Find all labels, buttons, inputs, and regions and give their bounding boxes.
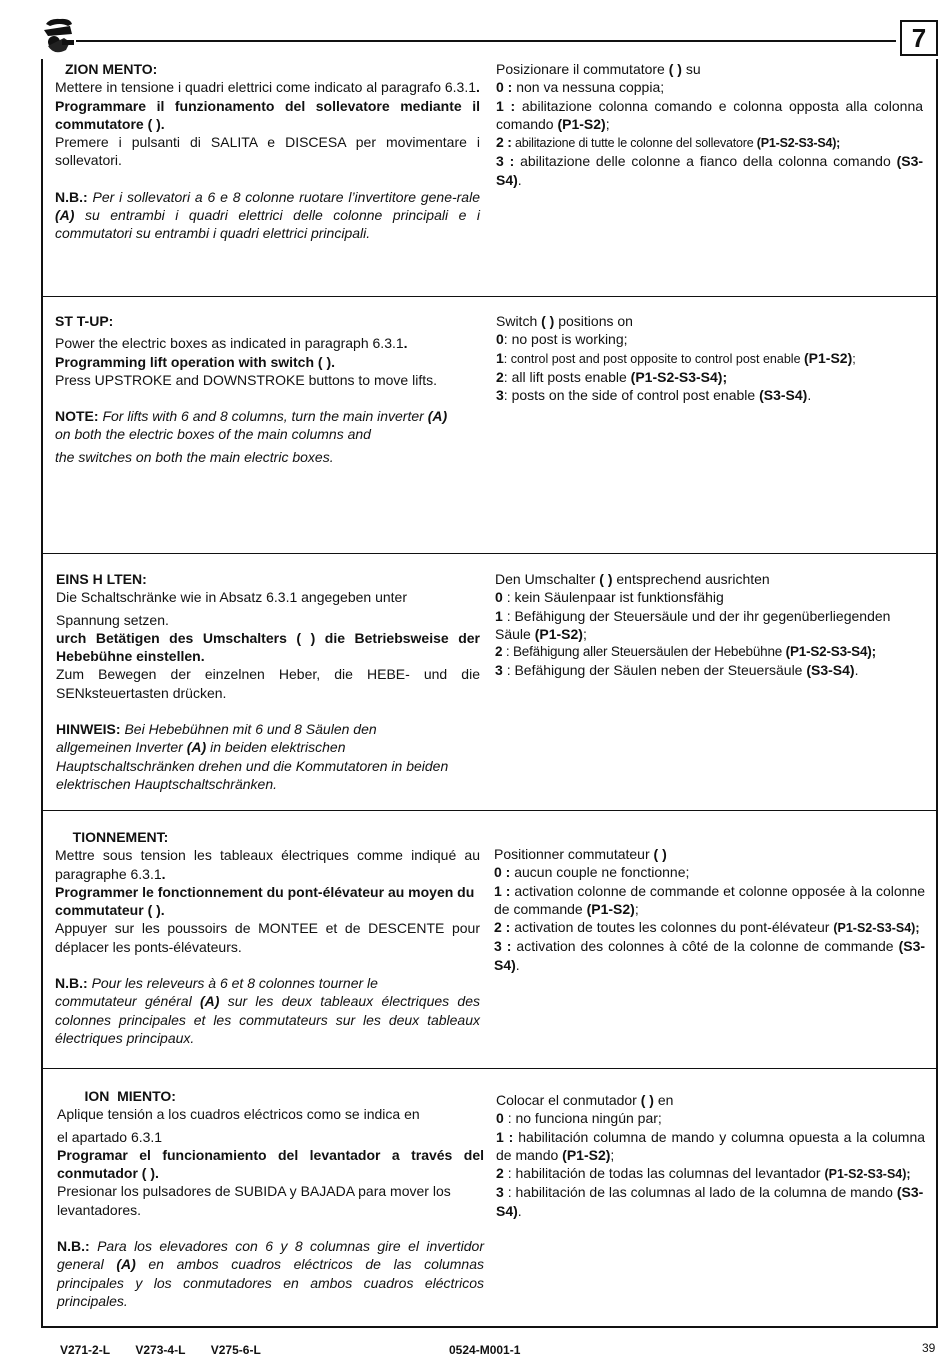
page-number-box [900, 20, 938, 56]
section-de-right [495, 570, 927, 680]
switch-intro: Switch ( ) positions on [496, 313, 633, 329]
instruction-text: Power the electric boxes as indicated in paragraph 6.3.1. [55, 335, 408, 352]
instruction-bold: Programar el funcionamiento del levantador a través del conmutador ( ). [57, 1146, 484, 1182]
switch-option: 2 : habilitación de todas las columnas del levantador (P1-S2-S3-S4); [496, 1165, 911, 1182]
switch-option: 3 : abilitazione delle colonne a fianco della colonna comando (S3-S4). [496, 153, 924, 188]
model-code: V275-6-L [210, 1343, 261, 1357]
section-es-right [496, 1091, 925, 1220]
footer-page-number: 39 [922, 1341, 936, 1355]
instruction-text: Spannung setzen. [56, 611, 169, 628]
switch-option: 3: posts on the side of control post enable (S3-S4). [496, 387, 812, 404]
switch-option: 1 : abilitazione colonna comando e colonna opposta alla colonna comando (P1-S2); [496, 97, 924, 132]
note-text: N.B.: Per i sollevatori a 6 e 8 colonne ruotare l’invertitore gene-rale (A) su entrambi i quadri elettrici delle colonne principali e i commutatori su entrambi i quadri elettrici principali. [55, 188, 481, 242]
switch-option: 0 : aucun couple ne fonctionne; [494, 864, 690, 881]
section-heading: ION MIENTO: [65, 1088, 176, 1104]
switch-option: 0 : no funciona ningún par; [496, 1110, 662, 1127]
instruction-text: Die Schaltschränke wie in Absatz 6.3.1 angegeben unter [56, 589, 408, 606]
section-de-left [56, 570, 480, 793]
section-es-left [57, 1087, 484, 1310]
switch-option: 3 : Befähigung der Säulen neben der Steuersäule (S3-S4). [495, 662, 859, 679]
instruction-text: Appuyer sur les poussoirs de MONTEE et de DESCENTE pour déplacer les ponts-élévateurs. [55, 920, 480, 955]
header-rule [76, 40, 896, 42]
section-en-right [496, 312, 926, 404]
section-it-left [55, 60, 480, 243]
switch-option: 3 : activation des colonnes à côté de la colonne de commande (S3-S4). [494, 938, 926, 973]
section-heading: ST T-UP: [55, 313, 114, 329]
instruction-text: Zum Bewegen der einzelnen Heber, die HEBE- und die SENksteuertasten drücken. [56, 666, 480, 701]
instruction-text: Premere i pulsanti di SALITA e DISCESA per movimentare i sollevatori. [55, 134, 480, 169]
section-fr-right [494, 845, 925, 974]
instruction-text: Aplique tensión a los cuadros eléctricos como se indica en [57, 1106, 420, 1123]
switch-intro: Posizionare il commutatore ( ) su [496, 61, 701, 77]
section-heading: EINS H LTEN: [56, 571, 147, 587]
switch-option: 2 : abilitazione di tutte le colonne del sollevatore (P1-S2-S3-S4); [496, 134, 841, 151]
section-heading: TIONNEMENT: [61, 829, 169, 845]
page-number: 7 [911, 23, 927, 53]
note-text: the switches on both the main electric boxes. [55, 448, 334, 465]
section-it-right [496, 60, 923, 189]
footer-models [60, 1343, 283, 1357]
model-code: V271-2-L [60, 1343, 111, 1357]
switch-option: 1: control post and post opposite to control post enable (P1-S2); [496, 349, 856, 366]
switch-option: 0 : non va nessuna coppia; [496, 79, 665, 96]
switch-option: 0 : kein Säulenpaar ist funktionsfähig [495, 589, 724, 606]
section-heading: ZION MENTO: [65, 61, 158, 77]
instruction-text: Presionar los pulsadores de SUBIDA y BAJADA para mover los levantadores. [57, 1183, 451, 1218]
instruction-bold: Programmer le fonctionnement du pont-élévateur au moyen du commutateur ( ). [55, 883, 475, 919]
mechanic-head-logo-icon [40, 16, 80, 56]
document-code: 0524-M001-1 [449, 1343, 521, 1357]
instruction-text: Mettre sous tension les tableaux électriques comme indiqué au paragraphe 6.3.1. [55, 847, 480, 882]
instruction-text: el apartado 6.3.1 [57, 1128, 163, 1145]
switch-option: 1 : Befähigung der Steuersäule und der ihr gegenüberliegenden Säule (P1-S2); [495, 607, 891, 642]
note-text: HINWEIS: Bei Hebebühnen mit 6 und 8 Säulen den allgemeinen Inverter (A) in beiden elektrischen Hauptschaltschränken drehen und die Kommutatoren in beiden elektrischen Hauptschaltschränken. [56, 721, 449, 792]
switch-intro: Positionner commutateur ( ) [494, 846, 667, 862]
section-divider [41, 1068, 938, 1069]
section-divider [41, 553, 938, 554]
switch-option: 2: all lift posts enable (P1-S2-S3-S4); [496, 368, 728, 385]
instruction-bold: urch Betätigen des Umschalters ( ) die Betriebsweise der Hebebühne einstellen. [56, 629, 480, 665]
switch-option: 3 : habilitación de las columnas al lado de la columna de mando (S3-S4). [496, 1184, 924, 1219]
switch-intro: Colocar el conmutador ( ) en [496, 1092, 674, 1108]
switch-option: 1 : activation colonne de commande et colonne opposée à la colonne de commande (P1-S2); [494, 882, 925, 917]
instruction-text: Mettere in tensione i quadri elettrici come indicato al paragrafo 6.3.1. [55, 79, 480, 96]
section-fr-left [55, 828, 480, 1047]
instruction-text: Press UPSTROKE and DOWNSTROKE buttons to move lifts. [55, 371, 437, 388]
switch-option: 2 : Befähigung aller Steuersäulen der Hebebühne (P1-S2-S3-S4); [495, 644, 876, 660]
section-en-left [55, 312, 480, 466]
instruction-bold: Programmare il funzionamento del sollevatore mediante il commutatore ( ). [55, 97, 480, 132]
section-divider [41, 296, 938, 297]
switch-option: 0: no post is working; [496, 331, 628, 348]
switch-option: 1 : habilitación columna de mando y columna opuesta a la columna de mando (P1-S2); [496, 1128, 926, 1163]
section-divider [41, 810, 938, 811]
model-code: V273-4-L [135, 1343, 186, 1357]
note-text: N.B.: Para los elevadores con 6 y 8 columnas gire el invertidor general (A) en ambos cuadros eléctricos de las columnas principales y los conmutadores en ambos cuadros eléctricos principales. [57, 1238, 485, 1309]
switch-intro: Den Umschalter ( ) entsprechend ausrichten [495, 571, 770, 587]
instruction-bold: Programming lift operation with switch ( ). [55, 353, 336, 370]
switch-option: 2 : activation de toutes les colonnes du pont-élévateur (P1-S2-S3-S4); [494, 919, 920, 936]
note-text: N.B.: Pour les releveurs à 6 et 8 colonnes tourner le commutateur général (A) sur les deux tableaux électriques des colonnes principales et les commutateurs sur les deux tableaux électriques principaux. [55, 975, 480, 1046]
note-text: NOTE: For lifts with 6 and 8 columns, turn the main inverter (A) on both the electric boxes of the main columns and [55, 408, 448, 443]
